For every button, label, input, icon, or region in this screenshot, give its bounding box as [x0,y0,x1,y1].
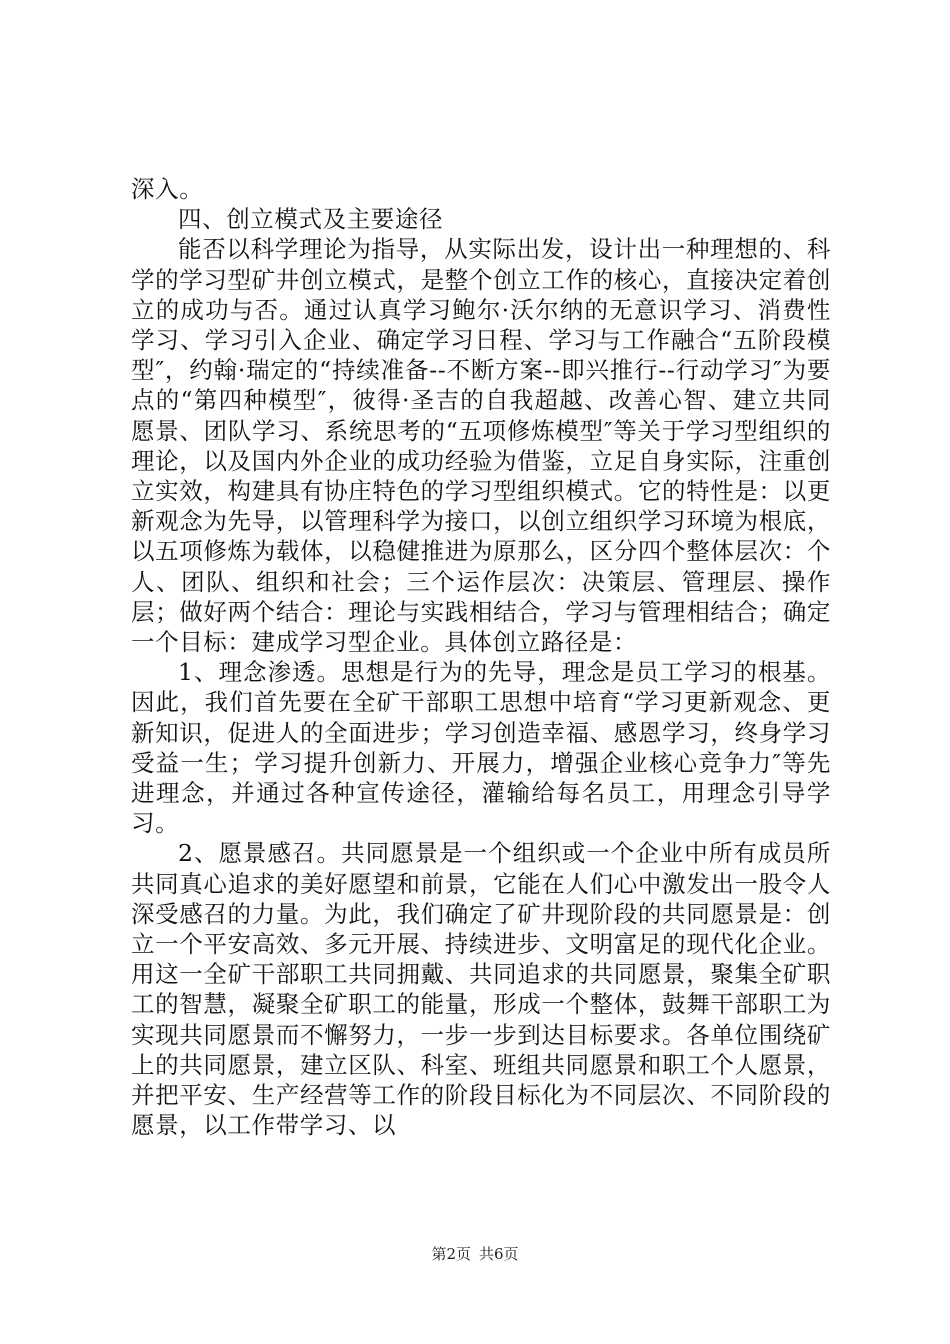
document-body [131,174,831,1141]
page-footer [0,1244,950,1264]
page-number-current: 第2页 [431,1245,471,1263]
paragraph-concept-penetration: 1、理念渗透。思想是行为的先导，理念是员工学习的根基。因此，我们首先要在全矿干部职工思想中培育“学习更新观念、更新知识，促进人的全面进步；学习创造幸福、感恩学习，终身学习受益一生；学习提升创新力、开展力，增强企业核心竞争力″等先进理念，并通过各种宣传途径，灌输给每名员工，用理念引导学习。 [131,658,831,838]
paragraph-vision-appeal: 2、愿景感召。共同愿景是一个组织或一个企业中所有成员所共同真心追求的美好愿望和前景，它能在人们心中激发出一股令人深受感召的力量。为此，我们确定了矿井现阶段的共同愿景是：创立一个平安高效、多元开展、持续进步、文明富足的现代化企业。用这一全矿干部职工共同拥戴、共同追求的共同愿景，聚集全矿职工的智慧，凝聚全矿职工的能量，形成一个整体，鼓舞干部职工为实现共同愿景而不懈努力，一步一步到达目标要求。各单位围绕矿上的共同愿景，建立区队、科室、班组共同愿景和职工个人愿景，并把平安、生产经营等工作的阶段目标化为不同层次、不同阶段的愿景，以工作带学习、以 [131,839,831,1140]
paragraph-model-overview: 能否以科学理论为指导，从实际出发，设计出一种理想的、科学的学习型矿井创立模式，是整个创立工作的核心，直接决定着创立的成功与否。通过认真学习鲍尔·沃尔纳的无意识学习、消费性学习、学习引入企业、确定学习日程、学习与工作融合“五阶段模型″，约翰·瑞定的“持续准备--不断方案--即兴推行--行动学习″为要点的“第四种模型″，彼得·圣吉的自我超越、改善心智、建立共同愿景、团队学习、系统思考的“五项修炼模型″等关于学习型组织的理论，以及国内外企业的成功经验为借鉴，立足自身实际，注重创立实效，构建具有协庄特色的学习型组织模式。它的特性是：以更新观念为先导，以管理科学为接口，以创立组织学习环境为根底，以五项修炼为载体，以稳健推进为原那么，区分四个整体层次：个人、团队、组织和社会；三个运作层次：决策层、管理层、操作层；做好两个结合：理论与实践相结合，学习与管理相结合；确定一个目标：建成学习型企业。具体创立路径是： [131,235,831,657]
section-heading: 四、创立模式及主要途径 [178,205,444,234]
paragraph-continuation: 深入。 [131,175,204,203]
page-number-total: 共6页 [479,1245,519,1263]
